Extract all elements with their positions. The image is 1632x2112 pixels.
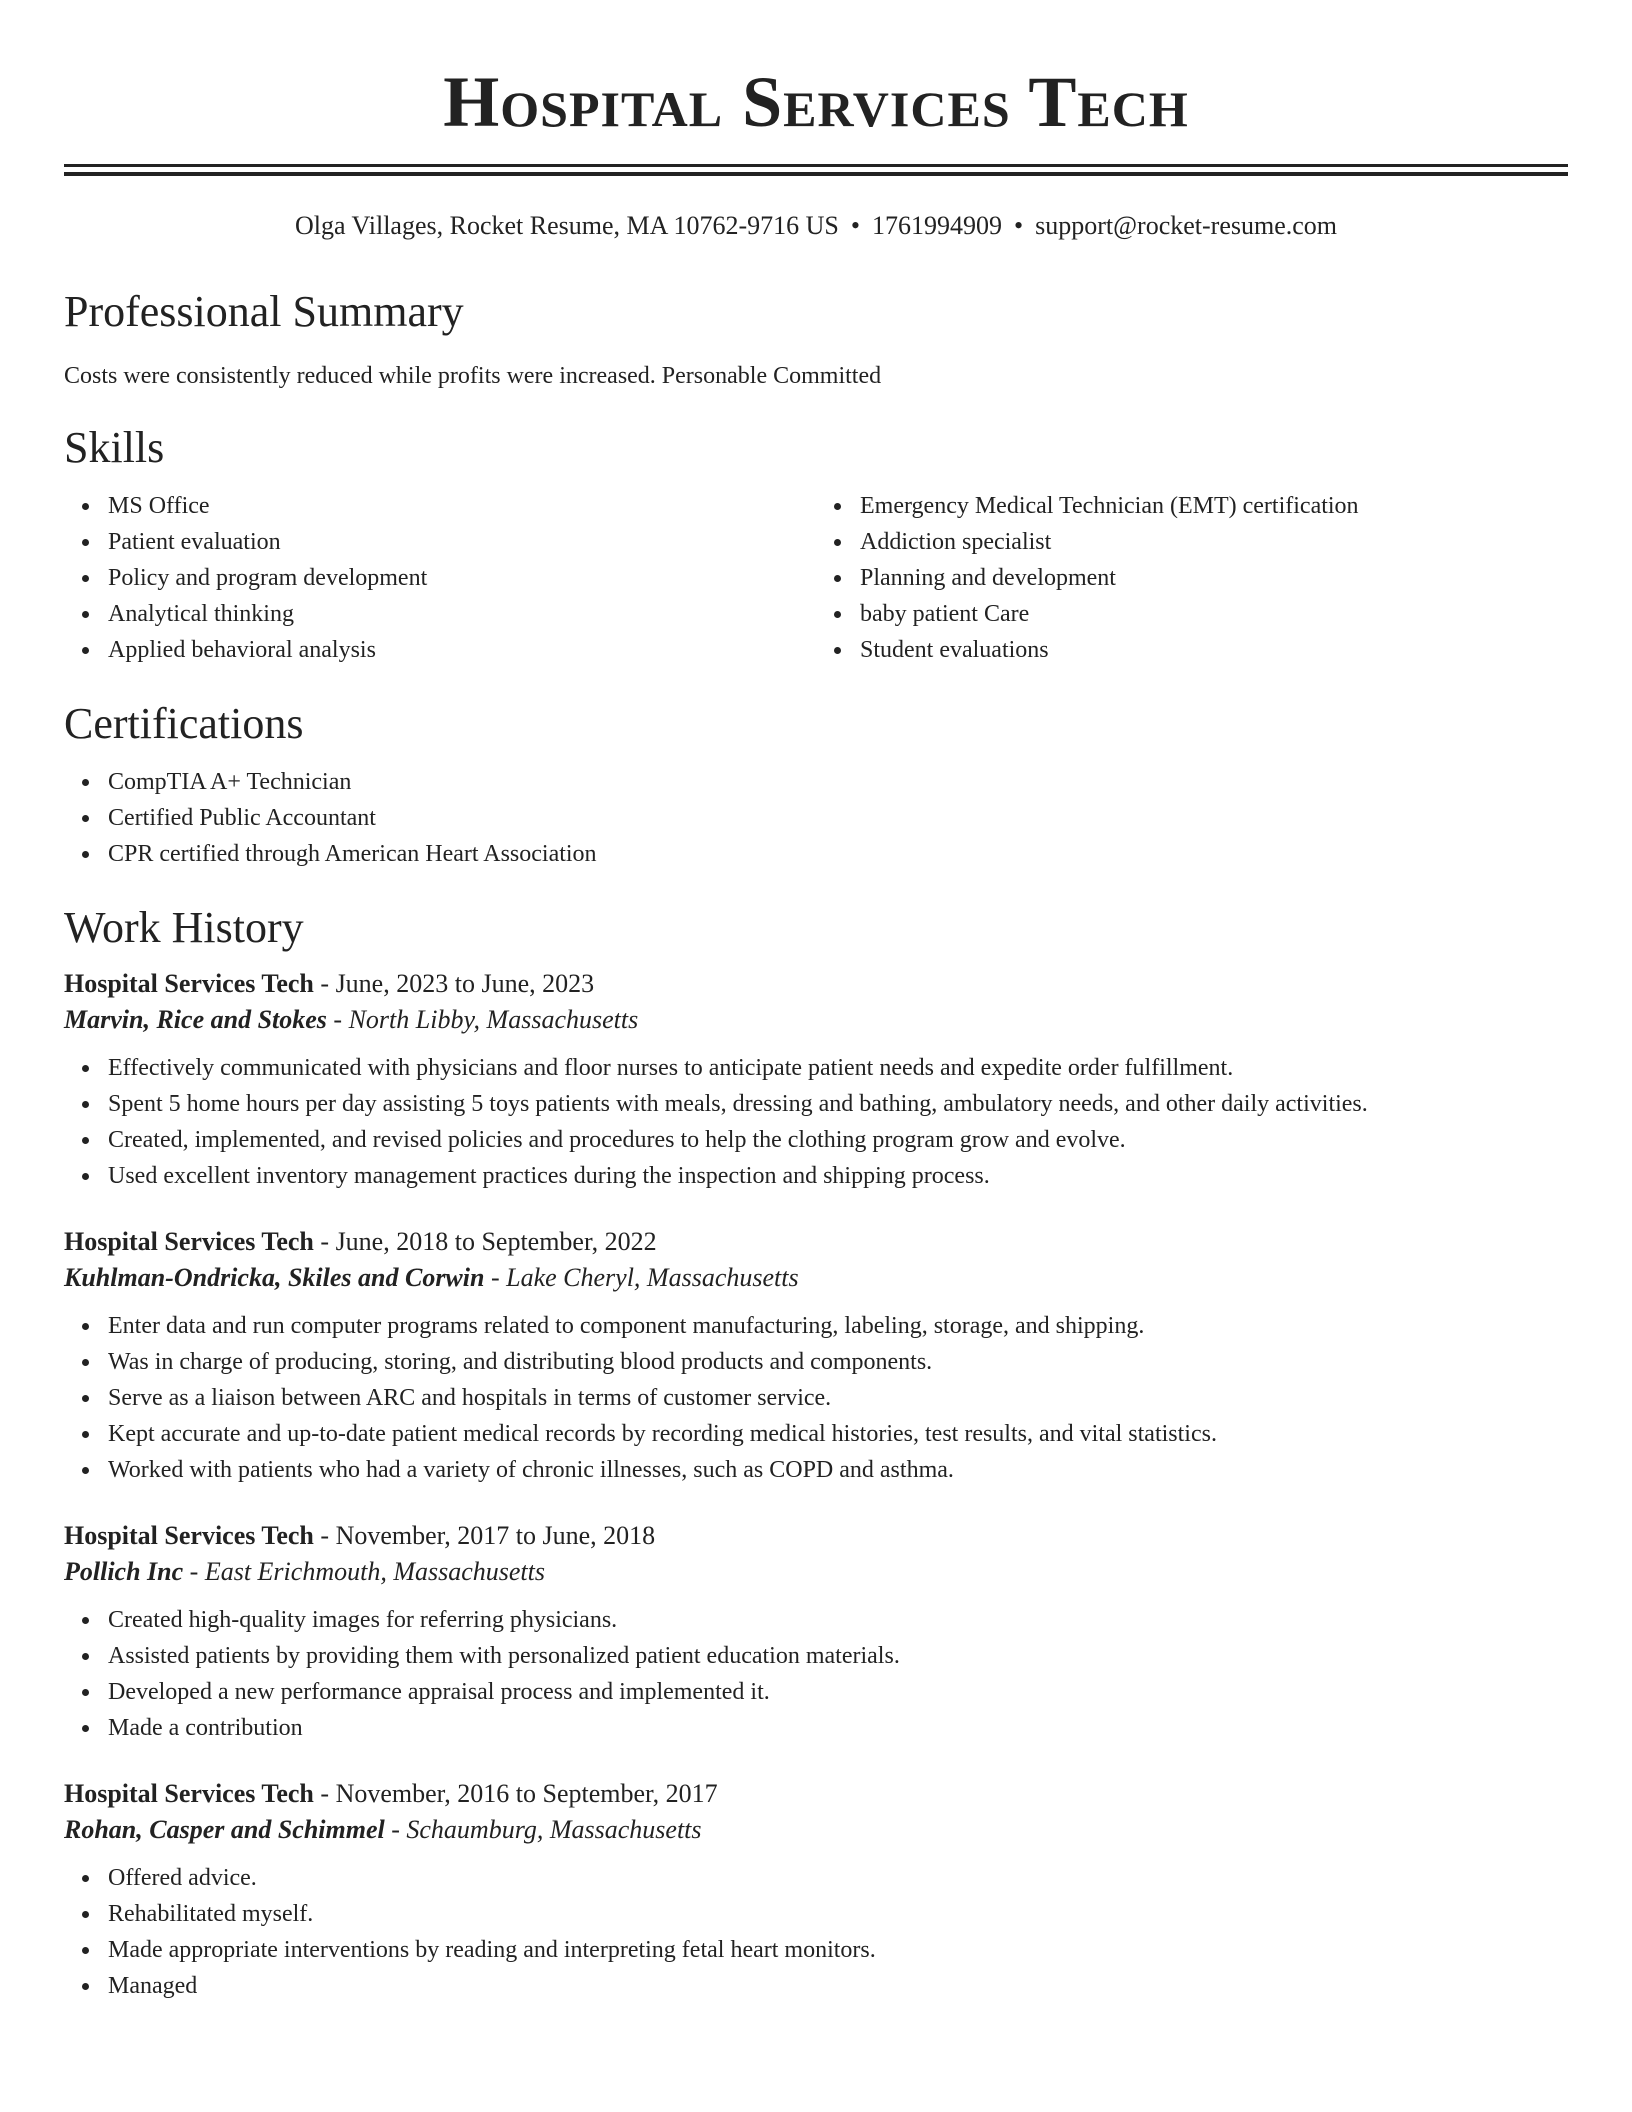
job-bullet: Used excellent inventory management practices during the inspection and shipping process. [108, 1158, 1568, 1194]
skills-grid [64, 488, 1568, 668]
job-location: - East Erichmouth, Massachusetts [183, 1557, 545, 1586]
job-bullets [64, 1308, 1568, 1488]
job-bullet: Created high-quality images for referring physicians. [108, 1602, 1568, 1638]
job-company-line [64, 1554, 1568, 1590]
skills-list-left [64, 488, 816, 668]
job-bullet: Kept accurate and up-to-date patient medical records by recording medical histories, test results, and vital statistics. [108, 1416, 1568, 1452]
job-title-line [64, 1224, 1568, 1260]
certifications-heading: Certifications [64, 699, 304, 748]
job-bullet: Managed [108, 1968, 1568, 2004]
skill-item: Addiction specialist [860, 524, 1568, 560]
job-bullet: Developed a new performance appraisal process and implemented it. [108, 1674, 1568, 1710]
contact-phone: 1761994909 [872, 211, 1002, 240]
certifications-list [64, 764, 1568, 872]
job-bullet: Was in charge of producing, storing, and distributing blood products and components. [108, 1344, 1568, 1380]
job-bullet: Offered advice. [108, 1860, 1568, 1896]
job-title-line [64, 1518, 1568, 1554]
skills-heading: Skills [64, 423, 165, 472]
job-company-line [64, 1812, 1568, 1848]
summary-heading: Professional Summary [64, 287, 464, 336]
job-location: - Schaumburg, Massachusetts [384, 1815, 702, 1844]
job-company: Pollich Inc [64, 1557, 184, 1586]
job-bullet: Rehabilitated myself. [108, 1896, 1568, 1932]
summary-section [64, 286, 1568, 392]
job-entry [64, 1518, 1568, 1746]
skill-item: Student evaluations [860, 632, 1568, 668]
certifications-section [64, 698, 1568, 872]
skills-list-right [816, 488, 1568, 668]
resume-name: Hospital Services Tech [443, 62, 1189, 142]
certification-item: Certified Public Accountant [108, 800, 1568, 836]
job-dates: - November, 2017 to June, 2018 [313, 1521, 656, 1550]
summary-text: Costs were consistently reduced while profits were increased. Personable Committed [64, 363, 882, 389]
skill-item: baby patient Care [860, 596, 1568, 632]
job-title: Hospital Services Tech [64, 1779, 314, 1808]
job-company: Marvin, Rice and Stokes [64, 1005, 327, 1034]
skill-item: Patient evaluation [108, 524, 816, 560]
certification-item: CompTIA A+ Technician [108, 764, 1568, 800]
job-bullet: Created, implemented, and revised policies and procedures to help the clothing program grow and evolve. [108, 1122, 1568, 1158]
job-entry [64, 966, 1568, 1194]
skill-item: Emergency Medical Technician (EMT) certification [860, 488, 1568, 524]
job-bullets [64, 1860, 1568, 2004]
job-company-line [64, 1260, 1568, 1296]
skill-item: Planning and development [860, 560, 1568, 596]
job-bullet: Serve as a liaison between ARC and hospitals in terms of customer service. [108, 1380, 1568, 1416]
job-location: - Lake Cheryl, Massachusetts [484, 1263, 799, 1292]
job-bullet: Made a contribution [108, 1710, 1568, 1746]
job-bullet: Spent 5 home hours per day assisting 5 toys patients with meals, dressing and bathing, ambulatory needs, and other daily activities. [108, 1086, 1568, 1122]
job-title-line [64, 1776, 1568, 1812]
contact-line [64, 210, 1568, 242]
skill-item: MS Office [108, 488, 816, 524]
job-entry [64, 1776, 1568, 2004]
job-bullet: Assisted patients by providing them with personalized patient education materials. [108, 1638, 1568, 1674]
job-bullet: Worked with patients who had a variety of chronic illnesses, such as COPD and asthma. [108, 1452, 1568, 1488]
job-title: Hospital Services Tech [64, 1521, 314, 1550]
header-rule-bottom [64, 172, 1568, 176]
job-entry [64, 1224, 1568, 1488]
skill-item: Analytical thinking [108, 596, 816, 632]
job-title: Hospital Services Tech [64, 1227, 314, 1256]
job-company: Kuhlman-Ondricka, Skiles and Corwin [64, 1263, 485, 1292]
contact-address: Olga Villages, Rocket Resume, MA 10762-9716 US [294, 211, 839, 240]
work-history-section [64, 902, 1568, 2004]
job-bullets [64, 1050, 1568, 1194]
header-rule-top [64, 164, 1568, 167]
job-bullet: Enter data and run computer programs related to component manufacturing, labeling, storage, and shipping. [108, 1308, 1568, 1344]
job-title: Hospital Services Tech [64, 969, 314, 998]
contact-separator: • [1014, 211, 1024, 240]
certification-item: CPR certified through American Heart Association [108, 836, 1568, 872]
work-history-heading: Work History [64, 903, 304, 952]
job-bullet: Made appropriate interventions by reading and interpreting fetal heart monitors. [108, 1932, 1568, 1968]
job-dates: - June, 2023 to June, 2023 [313, 969, 595, 998]
job-bullets [64, 1602, 1568, 1746]
job-dates: - June, 2018 to September, 2022 [313, 1227, 657, 1256]
job-title-line [64, 966, 1568, 1002]
job-location: - North Libby, Massachusetts [326, 1005, 639, 1034]
job-dates: - November, 2016 to September, 2017 [313, 1779, 718, 1808]
job-company-line [64, 1002, 1568, 1038]
job-bullet: Effectively communicated with physicians and floor nurses to anticipate patient needs and expedite order fulfillment. [108, 1050, 1568, 1086]
skill-item: Applied behavioral analysis [108, 632, 816, 668]
skills-section [64, 422, 1568, 668]
contact-email: support@rocket-resume.com [1035, 211, 1338, 240]
skill-item: Policy and program development [108, 560, 816, 596]
job-company: Rohan, Casper and Schimmel [64, 1815, 385, 1844]
contact-separator: • [850, 211, 860, 240]
